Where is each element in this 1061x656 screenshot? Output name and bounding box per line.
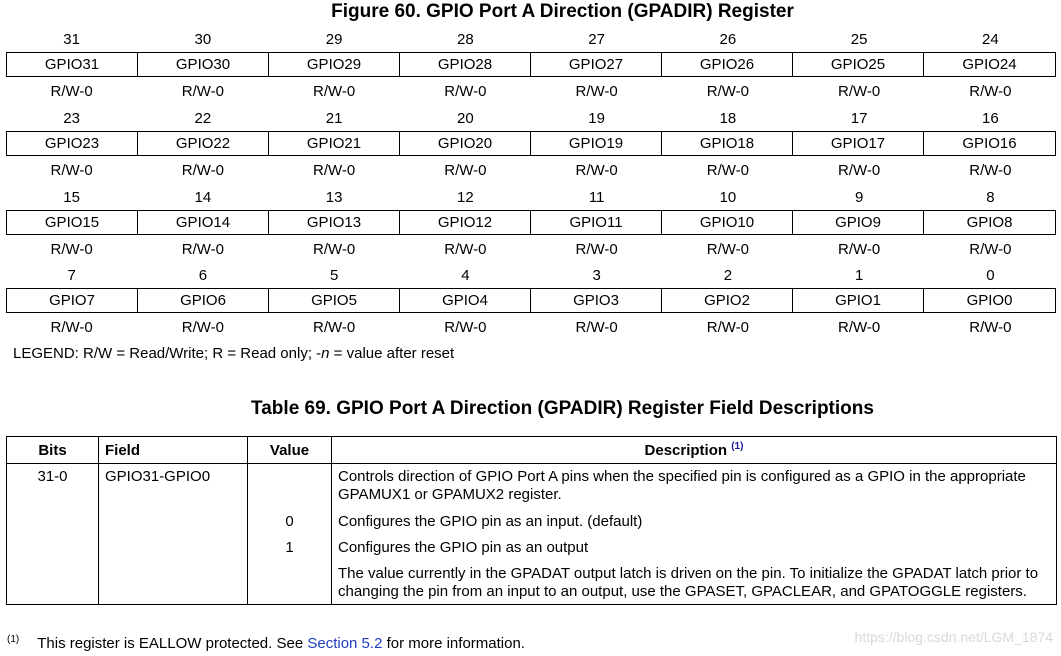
table-title: Table 69. GPIO Port A Direction (GPADIR) Register Field Descriptions (251, 398, 874, 419)
bit-number: 14 (194, 188, 212, 206)
footnote-mark: (1) (7, 634, 20, 645)
bit-field-name: GPIO13 (269, 211, 400, 234)
bit-number: 25 (850, 30, 868, 48)
legend-suffix: = value after reset (329, 345, 455, 362)
cell-description: The value currently in the GPADAT output latch is driven on the pin. To initialize the GPADAT latch prior to changing the pin from an input to an output, use the GPASET, GPACLEAR, and GPATOGGLE registers. (332, 556, 1057, 605)
footnote-ref[interactable]: (1) (731, 441, 744, 452)
bit-access: R/W-0 (838, 82, 881, 100)
bit-number: 3 (592, 266, 601, 284)
legend-n: n (321, 345, 330, 362)
cell-value (248, 464, 332, 505)
bit-access: R/W-0 (706, 161, 749, 179)
bit-field-name: GPIO9 (793, 211, 924, 234)
field-description-table (6, 436, 1057, 605)
field-name-row (6, 131, 1056, 156)
legend-prefix: LEGEND: R/W = Read/Write; R = Read only; - (13, 345, 322, 362)
cell-field (99, 556, 248, 605)
bit-access: R/W-0 (575, 240, 618, 258)
cell-bits: 31-0 (7, 464, 99, 505)
bit-number: 28 (457, 30, 474, 48)
bit-access: R/W-0 (444, 82, 487, 100)
table-row (7, 530, 1057, 556)
register-legend (13, 345, 454, 362)
footnote-text-after: for more information. (382, 635, 525, 652)
bit-number-row (6, 184, 1056, 210)
bit-number: 15 (63, 188, 80, 206)
bit-number: 8 (986, 188, 995, 206)
table-row (7, 504, 1057, 530)
bit-field-name: GPIO1 (793, 289, 924, 312)
cell-value: 1 (248, 530, 332, 556)
bit-number: 12 (457, 188, 474, 206)
bit-number: 6 (198, 266, 208, 284)
bit-access: R/W-0 (313, 240, 356, 258)
bit-number-row (6, 262, 1056, 288)
bit-field-name: GPIO29 (269, 53, 400, 76)
bit-access: R/W-0 (313, 82, 356, 100)
bit-field-name: GPIO27 (531, 53, 662, 76)
bit-field-name: GPIO14 (138, 211, 269, 234)
watermark: https://blog.csdn.net/LGM_1874 (854, 629, 1053, 645)
cell-field: GPIO31-GPIO0 (99, 464, 248, 505)
bit-access: R/W-0 (444, 318, 487, 336)
cell-bits (7, 504, 99, 530)
bit-access: R/W-0 (969, 240, 1012, 258)
bit-access: R/W-0 (50, 161, 93, 179)
bit-field-name: GPIO31 (7, 53, 138, 76)
cell-value (248, 556, 332, 605)
bit-field-name: GPIO22 (138, 132, 269, 155)
bit-number: 2 (723, 266, 733, 284)
bit-number: 30 (194, 30, 212, 48)
bit-access: R/W-0 (706, 318, 749, 336)
header-description (332, 437, 1057, 464)
bit-access: R/W-0 (313, 161, 356, 179)
bit-access: R/W-0 (706, 82, 749, 100)
bit-number: 18 (719, 109, 737, 127)
bit-field-name: GPIO10 (662, 211, 793, 234)
bit-access: R/W-0 (969, 82, 1012, 100)
bit-access: R/W-0 (181, 161, 224, 179)
bit-access: R/W-0 (838, 240, 881, 258)
bit-number: 31 (63, 30, 80, 48)
bit-access: R/W-0 (444, 240, 487, 258)
field-name-row (6, 210, 1056, 235)
bit-field-name: GPIO2 (662, 289, 793, 312)
footnote-text-before: This register is EALLOW protected. See (37, 635, 308, 652)
table-header-row (7, 437, 1057, 464)
bit-access: R/W-0 (969, 318, 1012, 336)
cell-field (99, 504, 248, 530)
bit-access: R/W-0 (181, 318, 224, 336)
access-row (6, 313, 1056, 341)
cell-description: Configures the GPIO pin as an output (332, 530, 1057, 556)
bit-field-name: GPIO7 (7, 289, 138, 312)
bit-number: 11 (588, 188, 605, 206)
field-name-row (6, 288, 1056, 313)
table-row (7, 464, 1057, 505)
bit-number: 24 (982, 30, 999, 48)
bit-field-name: GPIO24 (962, 56, 1017, 73)
bit-number: 23 (63, 109, 80, 127)
register-group-31-24 (6, 26, 1056, 105)
header-value: Value (248, 437, 332, 464)
cell-description: Controls direction of GPIO Port A pins when the specified pin is configured as a GPIO in the appropriate GPAMUX1 or GPAMUX2 register. (332, 464, 1057, 505)
bit-number: 10 (719, 188, 737, 206)
header-description-label: Description (644, 442, 728, 459)
bit-access: R/W-0 (50, 240, 93, 258)
bit-number: 4 (461, 266, 470, 284)
header-bits: Bits (7, 437, 99, 464)
bit-field-name: GPIO21 (269, 132, 400, 155)
bit-field-name: GPIO0 (966, 292, 1013, 309)
bit-access: R/W-0 (838, 161, 881, 179)
bit-number: 9 (854, 188, 864, 206)
bit-number-row (6, 105, 1056, 131)
bit-access: R/W-0 (575, 318, 618, 336)
register-group-23-16 (6, 105, 1056, 184)
bit-access: R/W-0 (969, 161, 1012, 179)
bit-field-name: GPIO17 (793, 132, 924, 155)
bit-field-name: GPIO6 (138, 289, 269, 312)
bit-field-name: GPIO11 (531, 211, 662, 234)
bit-field-name: GPIO8 (966, 214, 1013, 231)
bit-field-name: GPIO12 (400, 211, 531, 234)
bit-access: R/W-0 (838, 318, 881, 336)
access-row (6, 77, 1056, 105)
bit-access: R/W-0 (181, 82, 224, 100)
bit-number: 19 (588, 109, 605, 127)
header-field: Field (99, 437, 248, 464)
bit-field-name: GPIO4 (400, 289, 531, 312)
bit-number-row (6, 26, 1056, 52)
bit-number: 17 (850, 109, 868, 127)
bit-number: 26 (719, 30, 737, 48)
bit-number: 5 (329, 266, 339, 284)
bit-access: R/W-0 (575, 161, 618, 179)
bit-number: 20 (457, 109, 474, 127)
bit-field-name: GPIO26 (662, 53, 793, 76)
bit-field-name: GPIO16 (962, 135, 1017, 152)
bit-access: R/W-0 (50, 318, 93, 336)
bit-access: R/W-0 (575, 82, 618, 100)
bit-number: 13 (325, 188, 343, 206)
access-row (6, 156, 1056, 184)
bit-field-name: GPIO25 (793, 53, 924, 76)
bit-field-name: GPIO15 (7, 211, 138, 234)
bit-number: 7 (67, 266, 76, 284)
access-row (6, 235, 1056, 263)
bit-number: 0 (986, 266, 995, 284)
cell-description: Configures the GPIO pin as an input. (default) (332, 504, 1057, 530)
bit-field-name: GPIO19 (531, 132, 662, 155)
table-row (7, 556, 1057, 605)
bit-field-name: GPIO18 (662, 132, 793, 155)
bit-field-name: GPIO3 (531, 289, 662, 312)
bit-access: R/W-0 (706, 240, 749, 258)
field-name-row (6, 52, 1056, 77)
bit-access: R/W-0 (181, 240, 224, 258)
bit-field-name: GPIO20 (400, 132, 531, 155)
cell-field (99, 530, 248, 556)
bit-field-name: GPIO23 (7, 132, 138, 155)
cell-bits (7, 530, 99, 556)
bit-number: 29 (325, 30, 343, 48)
cell-bits (7, 556, 99, 605)
bit-field-name: GPIO30 (138, 53, 269, 76)
bit-number: 1 (854, 266, 864, 284)
bit-number: 27 (588, 30, 605, 48)
bit-number: 16 (982, 109, 999, 127)
register-group-7-0 (6, 262, 1056, 341)
bit-field-name: GPIO28 (400, 53, 531, 76)
footnote (7, 634, 525, 652)
bit-access: R/W-0 (444, 161, 487, 179)
bit-field-name: GPIO5 (269, 289, 400, 312)
section-link[interactable]: Section 5.2 (307, 635, 383, 652)
cell-value: 0 (248, 504, 332, 530)
bit-number: 22 (194, 109, 212, 127)
register-group-15-8 (6, 184, 1056, 263)
bit-access: R/W-0 (50, 82, 93, 100)
bit-number: 21 (325, 109, 343, 127)
bit-access: R/W-0 (313, 318, 356, 336)
figure-title: Figure 60. GPIO Port A Direction (GPADIR) Register (331, 1, 794, 22)
